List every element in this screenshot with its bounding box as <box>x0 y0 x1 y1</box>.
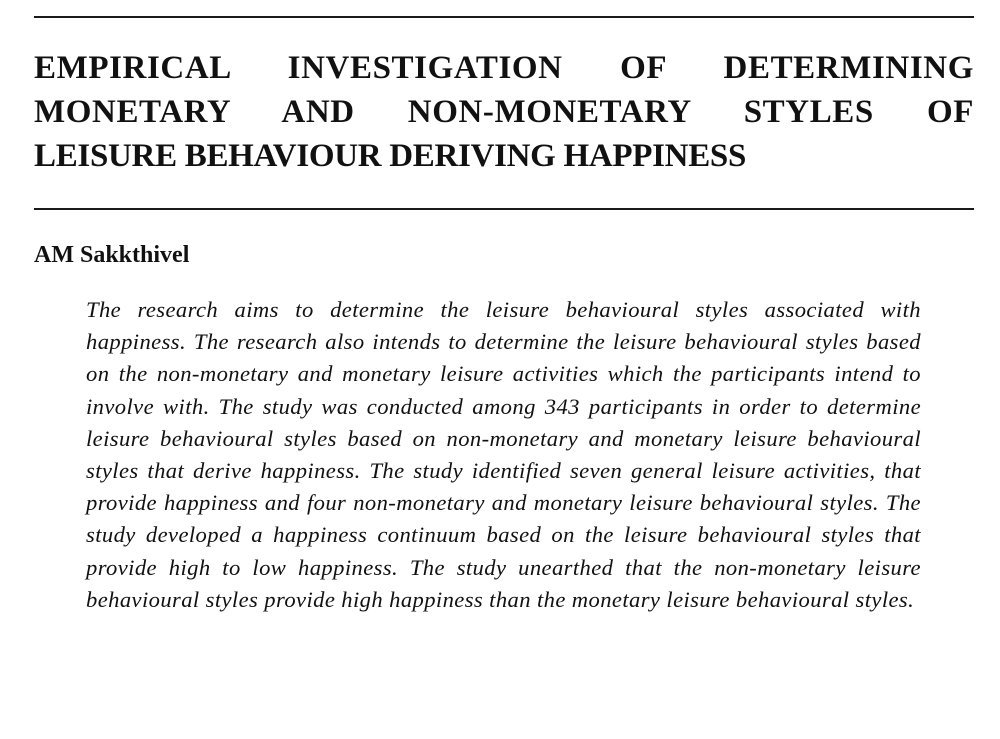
title-line-2: MONETARY AND NON-MONETARY STYLES OF <box>34 94 974 130</box>
bottom-rule <box>34 208 974 210</box>
title-line-3: LEISURE BEHAVIOUR DERIVING HAPPINESS <box>34 138 747 174</box>
author-name: AM Sakkthivel <box>34 242 190 268</box>
top-rule <box>34 16 974 18</box>
paper-title <box>34 46 974 178</box>
abstract-text: The research aims to determine the leisure behavioural styles associated with happiness. The research also intends to determine the leisure behavioural styles based on the non-monetary and monetary leisure activities which the participants intend to involve with. The study was conducted among 343 participants in order to determine leisure behavioural styles based on non-monetary and monetary leisure behavioural styles that derive happiness. The study identified seven general leisure activities, that provide happiness and four non-monetary and monetary leisure behavioural styles. The study developed a happiness continuum based on the leisure behavioural styles that provide high to low happiness. The study unearthed that the non-monetary leisure behavioural styles provide high happiness than the monetary leisure behavioural styles. <box>86 297 921 612</box>
title-line-1: EMPIRICAL INVESTIGATION OF DETERMINING <box>34 50 974 86</box>
